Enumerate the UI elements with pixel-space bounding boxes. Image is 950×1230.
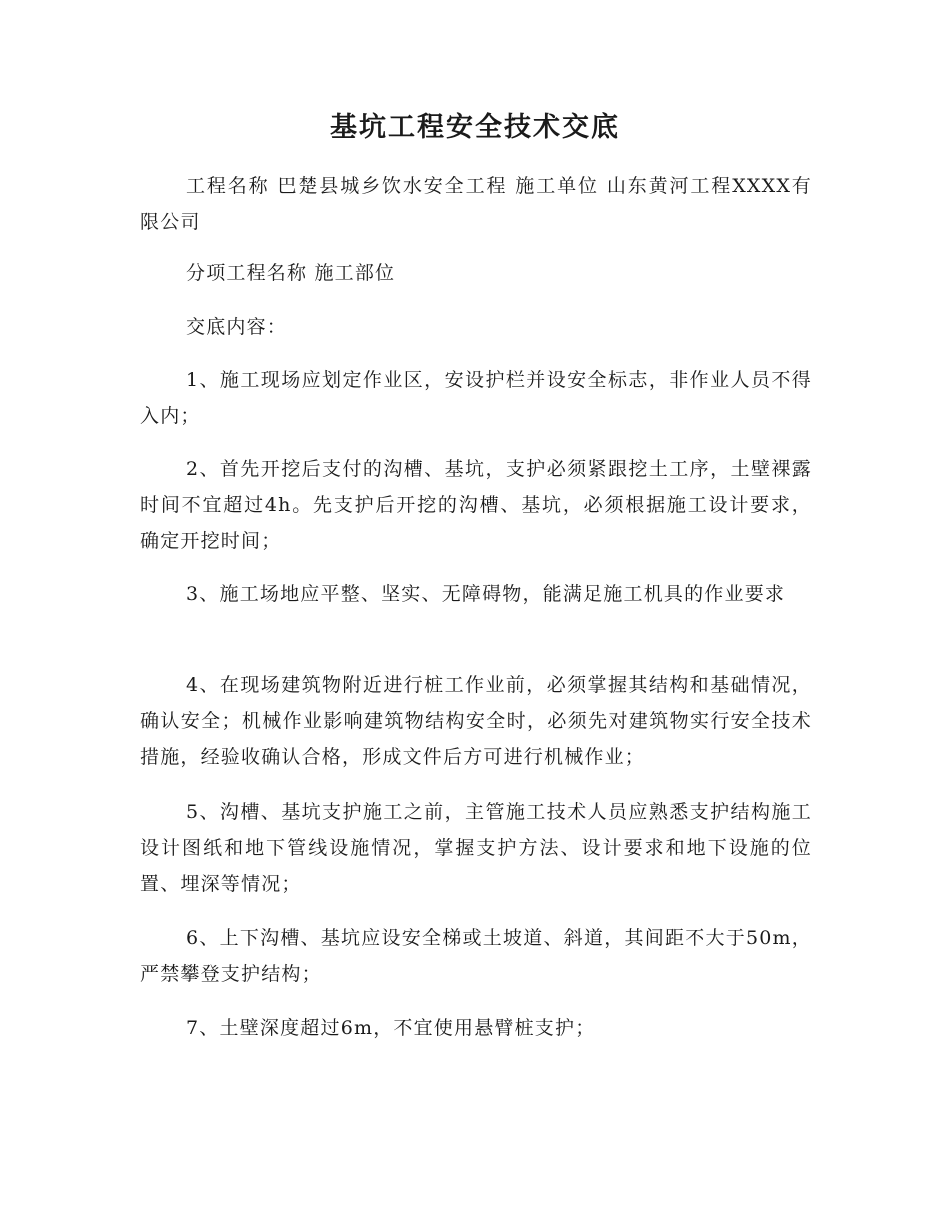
- subproject-paragraph: 分项工程名称 施工部位: [186, 262, 396, 284]
- item-6-paragraph: 6、上下沟槽、基坑应设安全梯或土坡道、斜道，其间距不大于50m，严禁攀登支护结构；: [140, 927, 812, 985]
- project-info-paragraph: 工程名称 巴楚县城乡饮水安全工程 施工单位 山东黄河工程XXXX有限公司: [140, 175, 812, 233]
- item-4-paragraph: 4、在现场建筑物附近进行桩工作业前，必须掌握其结构和基础情况，确认安全；机械作业影响建筑物结构安全时，必须先对建筑物实行安全技术措施，经验收确认合格，形成文件后方可进行机械作业；: [140, 674, 812, 768]
- content-heading-paragraph: 交底内容：: [186, 316, 288, 338]
- item-2-paragraph: 2、首先开挖后支付的沟槽、基坑，支护必须紧跟挖土工序，土壁裸露时间不宜超过4h。先支护后开挖的沟槽、基坑，必须根据施工设计要求，确定开挖时间；: [140, 458, 812, 552]
- item-7-paragraph: 7、土壁深度超过6m，不宜使用悬臂桩支护；: [186, 1017, 596, 1039]
- item-3-paragraph: 3、施工场地应平整、坚实、无障碍物，能满足施工机具的作业要求: [186, 583, 786, 605]
- item-1-paragraph: 1、施工现场应划定作业区，安设护栏并设安全标志，非作业人员不得入内；: [140, 369, 812, 427]
- item-5-paragraph: 5、沟槽、基坑支护施工之前，主管施工技术人员应熟悉支护结构施工设计图纸和地下管线设施情况，掌握支护方法、设计要求和地下设施的位置、埋深等情况；: [140, 801, 812, 895]
- document-title: 基坑工程安全技术交底: [330, 112, 620, 143]
